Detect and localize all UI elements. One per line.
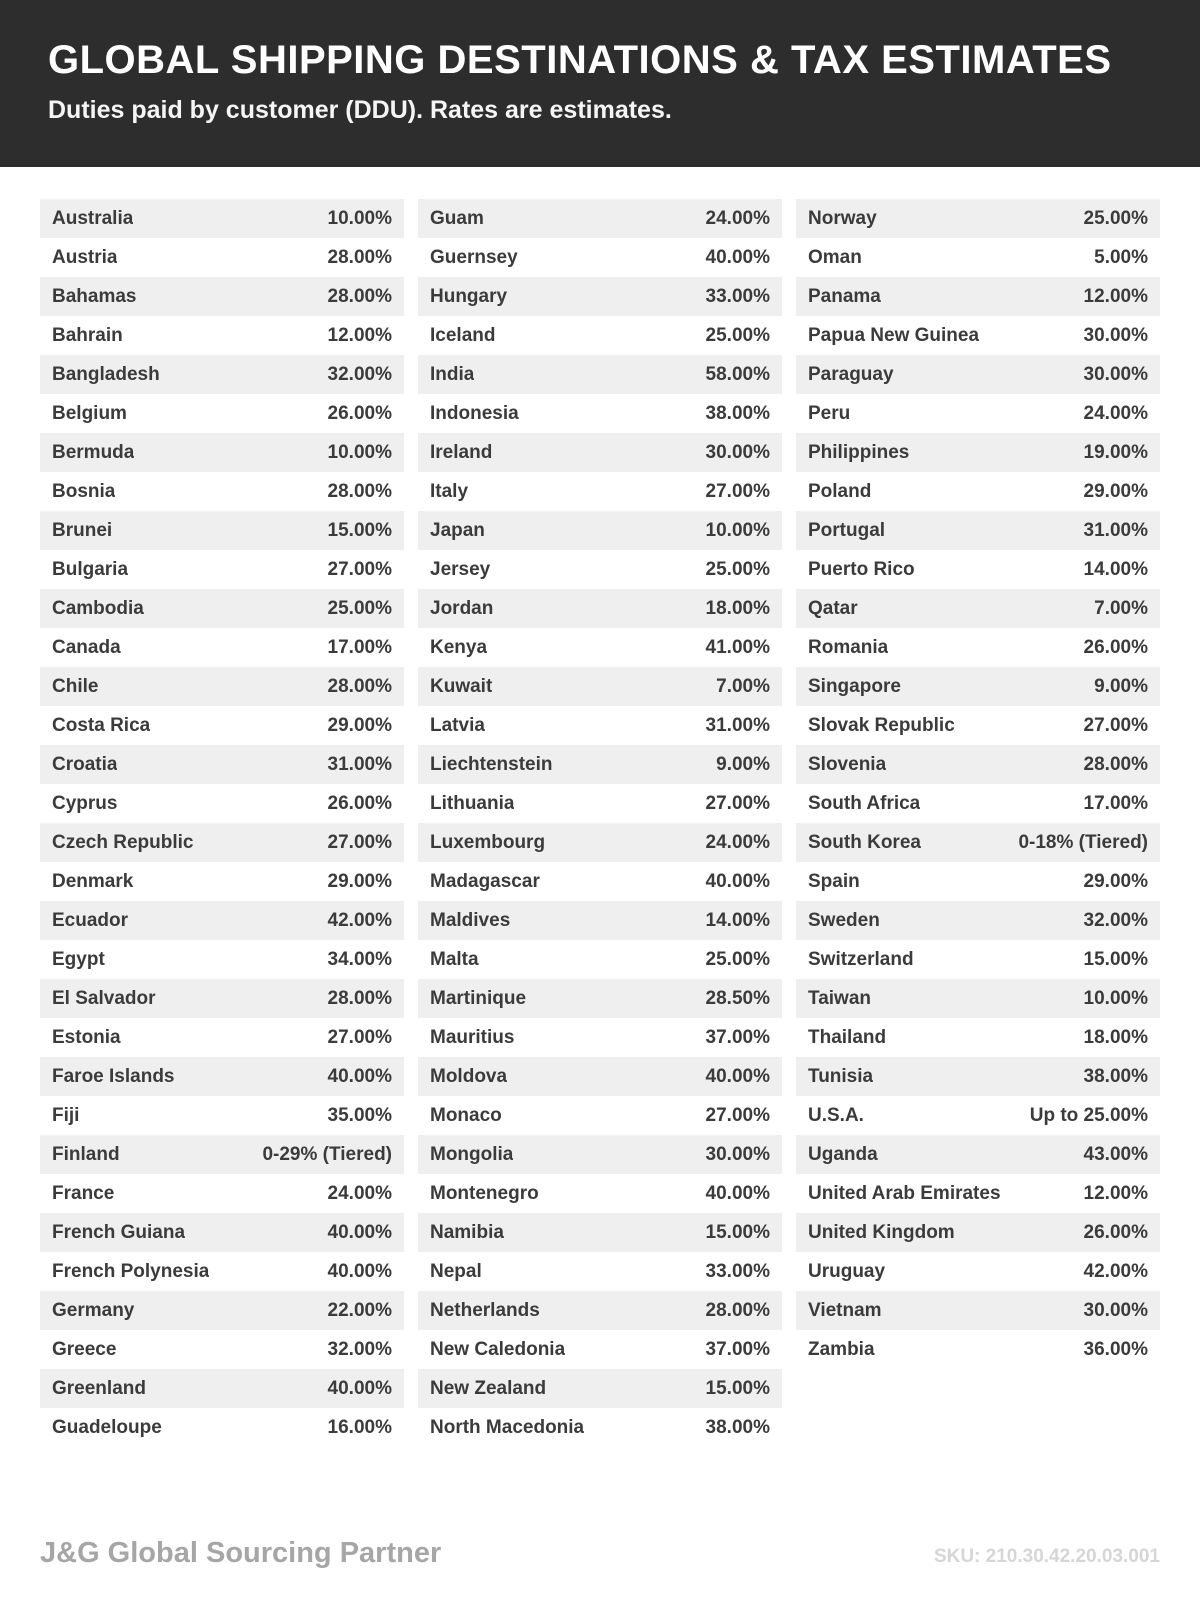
table-row <box>418 1135 782 1174</box>
table-row <box>418 316 782 355</box>
country-label: Bahrain <box>52 324 123 346</box>
country-label: Bangladesh <box>52 363 160 385</box>
country-label: Namibia <box>430 1221 504 1243</box>
rate-value: 26.00% <box>1083 1221 1148 1243</box>
country-label: Uganda <box>808 1143 878 1165</box>
rate-value: 29.00% <box>327 870 392 892</box>
rate-value: 25.00% <box>705 324 770 346</box>
rate-value: 10.00% <box>327 441 392 463</box>
table-row <box>40 667 404 706</box>
table-row <box>796 745 1160 784</box>
country-label: Norway <box>808 207 877 229</box>
rate-value: 17.00% <box>1083 792 1148 814</box>
country-label: North Macedonia <box>430 1416 585 1438</box>
table-row <box>418 1408 782 1447</box>
rate-value: 36.00% <box>1083 1338 1148 1360</box>
rate-column <box>796 199 1160 1447</box>
rate-value: 17.00% <box>327 636 392 658</box>
table-row <box>40 628 404 667</box>
rate-value: 28.00% <box>327 285 392 307</box>
rate-value: 33.00% <box>705 285 770 307</box>
country-label: Puerto Rico <box>808 558 915 580</box>
country-label: French Polynesia <box>52 1260 210 1282</box>
table-row <box>418 472 782 511</box>
table-row <box>40 1096 404 1135</box>
rate-value: 40.00% <box>327 1260 392 1282</box>
table-row <box>40 355 404 394</box>
rate-value: 40.00% <box>705 246 770 268</box>
rate-value: 30.00% <box>705 441 770 463</box>
rate-value: 7.00% <box>716 675 770 697</box>
country-label: Egypt <box>52 948 105 970</box>
country-label: Philippines <box>808 441 910 463</box>
country-label: New Zealand <box>430 1377 547 1399</box>
table-row <box>796 667 1160 706</box>
rate-value: 25.00% <box>1083 207 1148 229</box>
table-row <box>40 1135 404 1174</box>
rate-value: 37.00% <box>705 1338 770 1360</box>
rate-value: 15.00% <box>327 519 392 541</box>
rate-value: 28.00% <box>327 987 392 1009</box>
rate-value: 24.00% <box>705 207 770 229</box>
table-row <box>418 940 782 979</box>
country-label: Belgium <box>52 402 127 424</box>
country-label: Montenegro <box>430 1182 539 1204</box>
rate-value: 27.00% <box>1083 714 1148 736</box>
country-label: Sweden <box>808 909 880 931</box>
table-row <box>418 745 782 784</box>
rate-value: 27.00% <box>705 1104 770 1126</box>
rate-value: 27.00% <box>327 1026 392 1048</box>
country-label: Greenland <box>52 1377 146 1399</box>
rate-value: 38.00% <box>1083 1065 1148 1087</box>
rate-value: 33.00% <box>705 1260 770 1282</box>
country-label: Portugal <box>808 519 886 541</box>
table-row <box>418 511 782 550</box>
country-label: Poland <box>808 480 872 502</box>
rate-value: 16.00% <box>327 1416 392 1438</box>
country-label: Denmark <box>52 870 134 892</box>
rate-value: 27.00% <box>327 831 392 853</box>
country-label: Canada <box>52 636 121 658</box>
rate-value: 26.00% <box>1083 636 1148 658</box>
country-label: Bulgaria <box>52 558 129 580</box>
country-label: South Africa <box>808 792 921 814</box>
rate-value: 43.00% <box>1083 1143 1148 1165</box>
table-row <box>40 199 404 238</box>
table-row <box>796 277 1160 316</box>
table-row <box>796 1330 1160 1369</box>
country-label: Spain <box>808 870 860 892</box>
rate-value: 40.00% <box>327 1065 392 1087</box>
table-row <box>418 784 782 823</box>
rate-value: 30.00% <box>1083 1299 1148 1321</box>
country-label: Hungary <box>430 285 508 307</box>
country-label: Guadeloupe <box>52 1416 162 1438</box>
rate-value: 28.00% <box>327 480 392 502</box>
country-label: United Kingdom <box>808 1221 955 1243</box>
rate-value: 32.00% <box>327 363 392 385</box>
country-label: Czech Republic <box>52 831 194 853</box>
table-row <box>40 433 404 472</box>
country-label: Kuwait <box>430 675 493 697</box>
table-row <box>796 706 1160 745</box>
table-row <box>418 433 782 472</box>
table-row <box>40 862 404 901</box>
table-row <box>796 1252 1160 1291</box>
rate-value: 18.00% <box>1083 1026 1148 1048</box>
table-row <box>418 238 782 277</box>
table-row <box>418 862 782 901</box>
table-row <box>40 238 404 277</box>
rate-value: 27.00% <box>327 558 392 580</box>
page-subtitle: Duties paid by customer (DDU). Rates are estimates. <box>48 96 672 124</box>
country-label: Vietnam <box>808 1299 882 1321</box>
table-row <box>796 1018 1160 1057</box>
table-row <box>418 628 782 667</box>
table-row <box>40 589 404 628</box>
rate-value: 25.00% <box>705 948 770 970</box>
rate-value: 25.00% <box>327 597 392 619</box>
country-label: Ecuador <box>52 909 129 931</box>
rate-value: 0-29% (Tiered) <box>262 1143 392 1165</box>
table-row <box>418 550 782 589</box>
rate-value: 9.00% <box>1094 675 1148 697</box>
rate-value: 22.00% <box>327 1299 392 1321</box>
country-label: Romania <box>808 636 889 658</box>
table-row <box>418 394 782 433</box>
country-label: Liechtenstein <box>430 753 553 775</box>
table-row <box>796 1213 1160 1252</box>
country-label: Faroe Islands <box>52 1065 175 1087</box>
table-row <box>796 1096 1160 1135</box>
table-row <box>40 277 404 316</box>
table-row <box>418 1291 782 1330</box>
brand-name: J&G Global Sourcing Partner <box>40 1537 442 1569</box>
table-row <box>40 901 404 940</box>
rate-value: 0-18% (Tiered) <box>1018 831 1148 853</box>
table-row <box>796 1291 1160 1330</box>
rate-value: 31.00% <box>1083 519 1148 541</box>
table-row <box>418 1174 782 1213</box>
country-label: Chile <box>52 675 99 697</box>
country-label: Croatia <box>52 753 118 775</box>
country-label: Germany <box>52 1299 135 1321</box>
table-row <box>40 1408 404 1447</box>
country-label: Papua New Guinea <box>808 324 980 346</box>
country-label: Fiji <box>52 1104 80 1126</box>
rate-value: 10.00% <box>705 519 770 541</box>
rate-value: 9.00% <box>716 753 770 775</box>
table-row <box>40 745 404 784</box>
country-label: Moldova <box>430 1065 508 1087</box>
rate-column <box>418 199 782 1447</box>
table-row <box>418 1096 782 1135</box>
country-label: Tunisia <box>808 1065 874 1087</box>
table-row <box>418 1369 782 1408</box>
country-label: South Korea <box>808 831 921 853</box>
rate-value: 28.00% <box>1083 753 1148 775</box>
table-row <box>418 1057 782 1096</box>
rate-value: 18.00% <box>705 597 770 619</box>
table-row <box>796 394 1160 433</box>
country-label: Japan <box>430 519 485 541</box>
table-row <box>418 823 782 862</box>
table-row <box>40 1057 404 1096</box>
country-label: Paraguay <box>808 363 894 385</box>
country-label: Bermuda <box>52 441 135 463</box>
page-title: GLOBAL SHIPPING DESTINATIONS & TAX ESTIMATES <box>48 38 1112 82</box>
country-label: India <box>430 363 475 385</box>
country-label: Iceland <box>430 324 496 346</box>
country-label: Ireland <box>430 441 493 463</box>
rate-value: 31.00% <box>705 714 770 736</box>
rate-value: 58.00% <box>705 363 770 385</box>
country-label: Finland <box>52 1143 120 1165</box>
rate-value: 38.00% <box>705 1416 770 1438</box>
table-row <box>796 433 1160 472</box>
rate-value: 28.00% <box>327 675 392 697</box>
table-row <box>796 1135 1160 1174</box>
table-row <box>40 784 404 823</box>
country-label: Malta <box>430 948 479 970</box>
rate-value: 30.00% <box>1083 324 1148 346</box>
country-label: Estonia <box>52 1026 121 1048</box>
rate-value: 42.00% <box>327 909 392 931</box>
country-label: Uruguay <box>808 1260 886 1282</box>
country-label: Guernsey <box>430 246 518 268</box>
country-label: Monaco <box>430 1104 502 1126</box>
rate-value: 14.00% <box>705 909 770 931</box>
table-row <box>40 823 404 862</box>
country-label: New Caledonia <box>430 1338 566 1360</box>
country-label: Jordan <box>430 597 494 619</box>
country-label: Peru <box>808 402 851 424</box>
rate-value: 30.00% <box>705 1143 770 1165</box>
rate-value: Up to 25.00% <box>1029 1104 1148 1126</box>
rate-value: 24.00% <box>327 1182 392 1204</box>
rate-value: 40.00% <box>705 870 770 892</box>
table-row <box>418 355 782 394</box>
page-footer <box>40 1537 1160 1570</box>
rate-value: 40.00% <box>327 1221 392 1243</box>
country-label: Latvia <box>430 714 485 736</box>
country-label: Nepal <box>430 1260 482 1282</box>
rate-value: 19.00% <box>1083 441 1148 463</box>
table-row <box>796 1174 1160 1213</box>
sku-label: SKU: 210.30.42.20.03.001 <box>933 1546 1160 1567</box>
rate-value: 12.00% <box>1083 285 1148 307</box>
table-row <box>40 1330 404 1369</box>
table-row <box>796 979 1160 1018</box>
rate-value: 38.00% <box>705 402 770 424</box>
table-row <box>40 979 404 1018</box>
table-row <box>796 238 1160 277</box>
table-row <box>418 1213 782 1252</box>
table-row <box>796 784 1160 823</box>
country-label: Madagascar <box>430 870 540 892</box>
rate-value: 14.00% <box>1083 558 1148 580</box>
country-label: Greece <box>52 1338 117 1360</box>
rate-value: 37.00% <box>705 1026 770 1048</box>
rate-value: 27.00% <box>705 480 770 502</box>
country-label: Slovenia <box>808 753 887 775</box>
country-label: Zambia <box>808 1338 875 1360</box>
rate-value: 10.00% <box>1083 987 1148 1009</box>
table-row <box>40 316 404 355</box>
rate-value: 28.00% <box>705 1299 770 1321</box>
table-row <box>40 1291 404 1330</box>
rate-value: 29.00% <box>1083 480 1148 502</box>
country-label: French Guiana <box>52 1221 186 1243</box>
table-row <box>796 1057 1160 1096</box>
rate-value: 10.00% <box>327 207 392 229</box>
rate-value: 7.00% <box>1094 597 1148 619</box>
table-row <box>796 355 1160 394</box>
country-label: Switzerland <box>808 948 914 970</box>
page-header <box>0 0 1200 167</box>
table-row <box>40 940 404 979</box>
country-label: Thailand <box>808 1026 887 1048</box>
table-row <box>40 472 404 511</box>
rate-value: 29.00% <box>1083 870 1148 892</box>
rate-value: 34.00% <box>327 948 392 970</box>
table-row <box>796 511 1160 550</box>
rate-value: 12.00% <box>327 324 392 346</box>
rate-value: 12.00% <box>1083 1182 1148 1204</box>
country-label: Australia <box>52 207 134 229</box>
rate-value: 28.00% <box>327 246 392 268</box>
country-label: Kenya <box>430 636 488 658</box>
country-label: United Arab Emirates <box>808 1182 1001 1204</box>
country-label: El Salvador <box>52 987 156 1009</box>
rate-value: 27.00% <box>705 792 770 814</box>
country-label: Slovak Republic <box>808 714 955 736</box>
table-row <box>418 1330 782 1369</box>
rate-value: 24.00% <box>705 831 770 853</box>
rate-value: 32.00% <box>1083 909 1148 931</box>
table-row <box>796 472 1160 511</box>
country-label: Brunei <box>52 519 113 541</box>
table-row <box>40 1174 404 1213</box>
table-row <box>796 316 1160 355</box>
country-label: Bosnia <box>52 480 116 502</box>
table-row <box>418 706 782 745</box>
country-label: France <box>52 1182 115 1204</box>
table-row <box>40 1369 404 1408</box>
table-row <box>796 199 1160 238</box>
rate-value: 29.00% <box>327 714 392 736</box>
table-row <box>796 862 1160 901</box>
table-row <box>40 1213 404 1252</box>
table-row <box>418 1018 782 1057</box>
country-label: Qatar <box>808 597 858 619</box>
table-row <box>418 1252 782 1291</box>
table-row <box>418 979 782 1018</box>
table-row <box>796 550 1160 589</box>
table-row <box>418 277 782 316</box>
country-label: Oman <box>808 246 862 268</box>
country-label: Indonesia <box>430 402 519 424</box>
rate-value: 41.00% <box>705 636 770 658</box>
rate-value: 26.00% <box>327 792 392 814</box>
country-label: Bahamas <box>52 285 137 307</box>
table-row <box>796 589 1160 628</box>
rate-value: 28.50% <box>705 987 770 1009</box>
rate-value: 40.00% <box>705 1065 770 1087</box>
rate-value: 40.00% <box>327 1377 392 1399</box>
rate-value: 32.00% <box>327 1338 392 1360</box>
rate-value: 15.00% <box>1083 948 1148 970</box>
rate-value: 15.00% <box>705 1221 770 1243</box>
table-row <box>418 199 782 238</box>
country-label: Italy <box>430 480 469 502</box>
table-row <box>796 628 1160 667</box>
country-label: U.S.A. <box>808 1104 864 1126</box>
rate-value: 30.00% <box>1083 363 1148 385</box>
country-label: Mongolia <box>430 1143 514 1165</box>
rate-value: 40.00% <box>705 1182 770 1204</box>
rate-value: 25.00% <box>705 558 770 580</box>
country-label: Cyprus <box>52 792 118 814</box>
country-label: Martinique <box>430 987 527 1009</box>
rates-table <box>0 167 1200 1447</box>
rate-value: 15.00% <box>705 1377 770 1399</box>
table-row <box>796 940 1160 979</box>
rate-value: 24.00% <box>1083 402 1148 424</box>
country-label: Guam <box>430 207 484 229</box>
rate-value: 42.00% <box>1083 1260 1148 1282</box>
country-label: Singapore <box>808 675 901 697</box>
country-label: Lithuania <box>430 792 515 814</box>
table-row <box>40 550 404 589</box>
table-row <box>796 823 1160 862</box>
table-row <box>418 667 782 706</box>
rate-value: 31.00% <box>327 753 392 775</box>
table-row <box>40 511 404 550</box>
rate-value: 35.00% <box>327 1104 392 1126</box>
country-label: Cambodia <box>52 597 144 619</box>
rate-value: 26.00% <box>327 402 392 424</box>
country-label: Jersey <box>430 558 491 580</box>
country-label: Austria <box>52 246 118 268</box>
rate-value: 5.00% <box>1094 246 1148 268</box>
country-label: Maldives <box>430 909 511 931</box>
table-row <box>40 394 404 433</box>
table-row <box>418 589 782 628</box>
table-row <box>40 1252 404 1291</box>
rate-column <box>40 199 404 1447</box>
table-row <box>796 901 1160 940</box>
table-row <box>40 1018 404 1057</box>
country-label: Costa Rica <box>52 714 151 736</box>
country-label: Luxembourg <box>430 831 546 853</box>
table-row <box>40 706 404 745</box>
country-label: Mauritius <box>430 1026 515 1048</box>
country-label: Panama <box>808 285 881 307</box>
country-label: Taiwan <box>808 987 871 1009</box>
table-row <box>418 901 782 940</box>
country-label: Netherlands <box>430 1299 540 1321</box>
